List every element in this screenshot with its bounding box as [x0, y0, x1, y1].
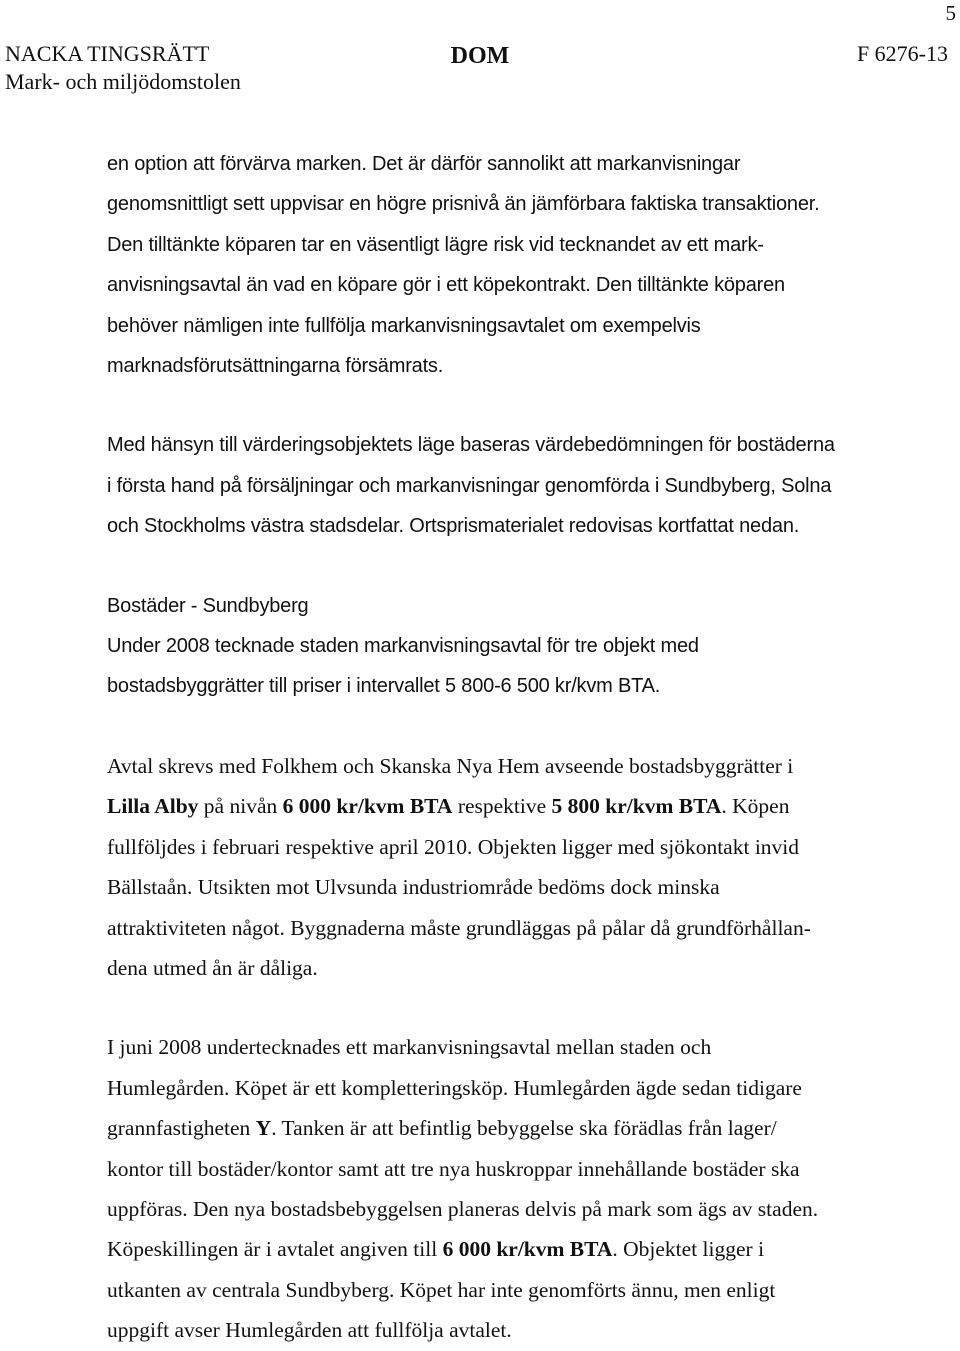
text-line: Med hänsyn till värderingsobjektets läge baseras värdebedömningen för bostäderna [107, 434, 835, 457]
paragraph-sundbyberg-housing [107, 586, 907, 707]
text-line: en option att förvärva marken. Det är därför sannolikt att markanvisningar [107, 153, 741, 175]
text-line: bostadsbyggrätter till priser i intervallet 5 800-6 500 kr/kvm BTA. [107, 675, 661, 698]
text-line: dena utmed ån är dåliga. [107, 955, 318, 980]
text-line: Lilla Alby på nivån 6 000 kr/kvm BTA respektive 5 800 kr/kvm BTA. Köpen [107, 794, 790, 819]
text-line: I juni 2008 undertecknades ett markanvisningsavtal mellan staden och [107, 1035, 712, 1060]
place-name: Lilla Alby [107, 794, 199, 819]
text-line: fullföljdes i februari respektive april 2010. Objekten ligger med sjökontakt invid [107, 834, 800, 859]
text-line: uppföras. Den nya bostadsbebyggelsen planeras delvis på mark som ägs av staden. [107, 1196, 819, 1221]
paragraph-humlegarden [107, 1027, 907, 1350]
text-line: attraktiviteten något. Byggnaderna måste grundläggas på pålar då grundförhållan- [107, 915, 811, 940]
section-heading: Bostäder - Sundbyberg [107, 594, 309, 617]
text-line: Under 2008 tecknade staden markanvisningsavtal för tre objekt med [107, 635, 699, 658]
price-value: 6 000 kr/kvm BTA [442, 1237, 613, 1262]
case-number: F 6276-13 [856, 41, 948, 66]
court-name: NACKA TINGSRÄTT [5, 41, 210, 66]
text-line: Humlegården. Köpet är ett kompletteringsköp. Humlegården ägde sedan tidigare [107, 1075, 802, 1100]
text-line: uppgift avser Humlegården att fullfölja avtalet. [107, 1318, 512, 1343]
text-line: Bällstaån. Utsikten mot Ulvsunda industriområde bedöms dock minska [107, 875, 720, 900]
text-line: genomsnittligt sett uppvisar en högre prisnivå än jämförbara faktiska transaktioner. [107, 193, 820, 216]
text-line: Den tilltänkte köparen tar en väsentligt lägre risk vid tecknandet av ett mark- [107, 233, 764, 256]
text-line: Avtal skrevs med Folkhem och Skanska Nya Hem avseende bostadsbyggrätter i [107, 753, 794, 778]
text-line: och Stockholms västra stadsdelar. Ortsprismaterialet redovisas kortfattat nedan. [107, 515, 800, 538]
text-line: anvisningsavtal än vad en köpare gör i ett köpekontrakt. Den tilltänkte köparen [107, 274, 785, 297]
document-type: DOM [450, 43, 510, 69]
price-value: 5 800 kr/kvm BTA [551, 794, 722, 819]
property-name: Y [255, 1116, 272, 1141]
text-line: kontor till bostäder/kontor samt att tre nya huskroppar innehållande bostäder ska [107, 1156, 800, 1181]
text-line: behöver nämligen inte fullfölja markanvisningsavtalet om exempelvis [107, 314, 701, 337]
page-number: 5 [945, 1, 956, 25]
text-line: i första hand på försäljningar och markanvisningar genomförda i Sundbyberg, Solna [107, 474, 832, 497]
document-body [107, 144, 907, 1351]
document-header [0, 40, 960, 100]
text-line: marknadsförutsättningarna försämrats. [107, 355, 444, 378]
text-line: grannfastigheten Y. Tanken är att befintlig bebyggelse ska förädlas från lager/ [107, 1116, 777, 1141]
department-name: Mark- och miljödomstolen [5, 69, 241, 94]
paragraph-lilla-alby [107, 746, 907, 988]
text-line: utkanten av centrala Sundbyberg. Köpet har inte genomförts ännu, men enligt [107, 1277, 776, 1302]
paragraph-market-allocation [107, 144, 907, 386]
price-value: 6 000 kr/kvm BTA [282, 794, 453, 819]
paragraph-valuation-basis [107, 425, 907, 546]
text-line: Köpeskillingen är i avtalet angiven till 6 000 kr/kvm BTA. Objektet ligger i [107, 1237, 765, 1262]
